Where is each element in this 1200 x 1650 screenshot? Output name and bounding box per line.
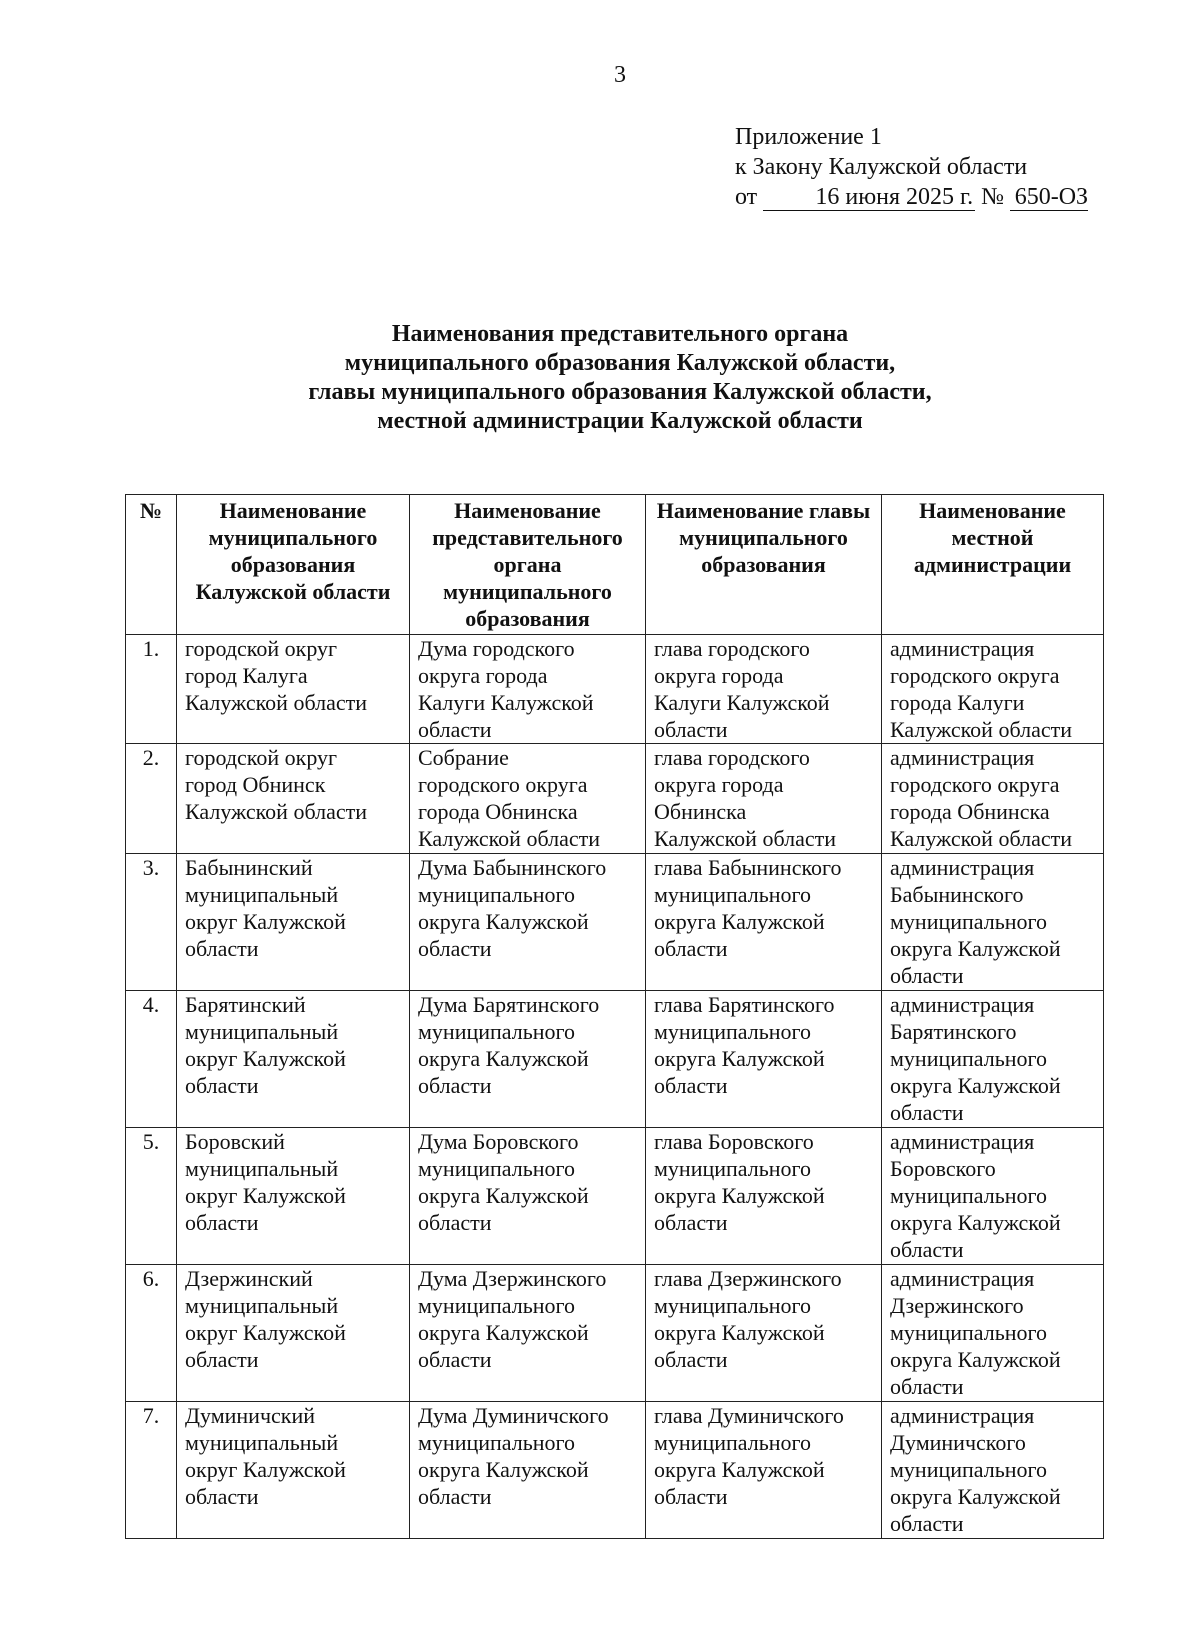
- row-number: 5.: [126, 1128, 177, 1265]
- representative-body-cell: [410, 854, 646, 991]
- head-text: глава городского округа города Обнинска Калужской области: [654, 745, 836, 851]
- municipalities-table: [125, 494, 1104, 1539]
- law-date: 16 июня 2025 г.: [763, 184, 975, 211]
- municipality-text: Боровский муниципальный округ Калужской области: [185, 1129, 346, 1235]
- header-municipality: Наименование муниципального образования Калужской области: [177, 495, 410, 635]
- head-cell: [646, 1402, 882, 1539]
- table-row: [126, 854, 1104, 991]
- table-header-row: [126, 495, 1104, 635]
- representative-body-text: Дума Думиничского муниципального округа Калужской области: [418, 1403, 609, 1509]
- head-text: глава Дзержинского муниципального округа Калужской области: [654, 1266, 842, 1372]
- row-number: 4.: [126, 991, 177, 1128]
- administration-cell: [882, 854, 1104, 991]
- administration-text: администрация Бабынинского муниципального округа Калужской области: [890, 855, 1061, 988]
- representative-body-cell: [410, 635, 646, 744]
- administration-text: администрация Боровского муниципального округа Калужской области: [890, 1129, 1061, 1262]
- administration-text: администрация городского округа города Обнинска Калужской области: [890, 745, 1072, 851]
- municipality-cell: [177, 1265, 410, 1402]
- municipality-cell: [177, 1402, 410, 1539]
- municipality-cell: [177, 635, 410, 744]
- header-head: Наименование главы муниципального образования: [646, 495, 882, 635]
- table-row: [126, 635, 1104, 744]
- row-number: 3.: [126, 854, 177, 991]
- header-representative-body: Наименование представительного органа муниципального образования: [410, 495, 646, 635]
- head-cell: [646, 744, 882, 854]
- representative-body-cell: [410, 1402, 646, 1539]
- representative-body-cell: [410, 991, 646, 1128]
- row-number: 2.: [126, 744, 177, 854]
- head-cell: [646, 1128, 882, 1265]
- head-text: глава Барятинского муниципального округа Калужской области: [654, 992, 835, 1098]
- representative-body-text: Собрание городского округа города Обнинска Калужской области: [418, 745, 600, 851]
- municipality-cell: [177, 1128, 410, 1265]
- representative-body-cell: [410, 1128, 646, 1265]
- representative-body-text: Дума Боровского муниципального округа Калужской области: [418, 1129, 589, 1235]
- head-cell: [646, 1265, 882, 1402]
- head-cell: [646, 991, 882, 1128]
- municipality-text: городской округ город Обнинск Калужской области: [185, 745, 367, 824]
- table-row: [126, 744, 1104, 854]
- row-number: 7.: [126, 1402, 177, 1539]
- administration-text: администрация Барятинского муниципального округа Калужской области: [890, 992, 1061, 1125]
- administration-cell: [882, 1128, 1104, 1265]
- title-line-4: местной администрации Калужской области: [377, 408, 863, 434]
- municipality-text: Барятинский муниципальный округ Калужской области: [185, 992, 346, 1098]
- head-text: глава Боровского муниципального округа Калужской области: [654, 1129, 825, 1235]
- row-number: 6.: [126, 1265, 177, 1402]
- title-line-2: муниципального образования Калужской области,: [344, 350, 896, 376]
- administration-cell: [882, 635, 1104, 744]
- municipality-cell: [177, 854, 410, 991]
- municipality-cell: [177, 744, 410, 854]
- head-text: глава Думиничского муниципального округа Калужской области: [654, 1403, 844, 1509]
- representative-body-cell: [410, 1265, 646, 1402]
- municipality-text: городской округ город Калуга Калужской области: [185, 636, 367, 715]
- representative-body-text: Дума Бабынинского муниципального округа Калужской области: [418, 855, 607, 961]
- municipality-text: Дзержинский муниципальный округ Калужской области: [185, 1266, 346, 1372]
- table-row: [126, 991, 1104, 1128]
- municipality-text: Думиничский муниципальный округ Калужской области: [185, 1403, 346, 1509]
- table-row: [126, 1402, 1104, 1539]
- representative-body-text: Дума городского округа города Калуги Калужской области: [418, 636, 594, 742]
- appendix-title: Приложение 1: [735, 124, 882, 150]
- head-text: глава городского округа города Калуги Калужской области: [654, 636, 830, 742]
- title-line-3: главы муниципального образования Калужской области,: [308, 379, 932, 405]
- table-row: [126, 1128, 1104, 1265]
- head-cell: [646, 635, 882, 744]
- title-line-1: Наименования представительного органа: [391, 321, 849, 347]
- appendix-block: [735, 122, 1088, 212]
- administration-cell: [882, 744, 1104, 854]
- appendix-law-reference: к Закону Калужской области: [735, 154, 1028, 180]
- table-row: [126, 1265, 1104, 1402]
- law-number: 650-ОЗ: [1010, 184, 1088, 211]
- administration-cell: [882, 991, 1104, 1128]
- head-cell: [646, 854, 882, 991]
- header-number: №: [126, 495, 177, 635]
- representative-body-text: Дума Дзержинского муниципального округа Калужской области: [418, 1266, 607, 1372]
- document-title: [0, 320, 1200, 436]
- municipality-text: Бабынинский муниципальный округ Калужской области: [185, 855, 346, 961]
- head-text: глава Бабынинского муниципального округа Калужской области: [654, 855, 842, 961]
- municipality-cell: [177, 991, 410, 1128]
- row-number: 1.: [126, 635, 177, 744]
- administration-text: администрация городского округа города Калуги Калужской области: [890, 636, 1072, 742]
- header-administration: Наименование местной администрации: [882, 495, 1104, 635]
- page-number: 3: [614, 62, 626, 88]
- number-label: №: [981, 184, 1005, 210]
- administration-text: администрация Дзержинского муниципального округа Калужской области: [890, 1266, 1061, 1399]
- administration-cell: [882, 1402, 1104, 1539]
- representative-body-cell: [410, 744, 646, 854]
- from-label: от: [735, 184, 758, 210]
- representative-body-text: Дума Барятинского муниципального округа Калужской области: [418, 992, 600, 1098]
- administration-cell: [882, 1265, 1104, 1402]
- administration-text: администрация Думиничского муниципального округа Калужской области: [890, 1403, 1061, 1536]
- appendix-date-line: [735, 182, 1088, 212]
